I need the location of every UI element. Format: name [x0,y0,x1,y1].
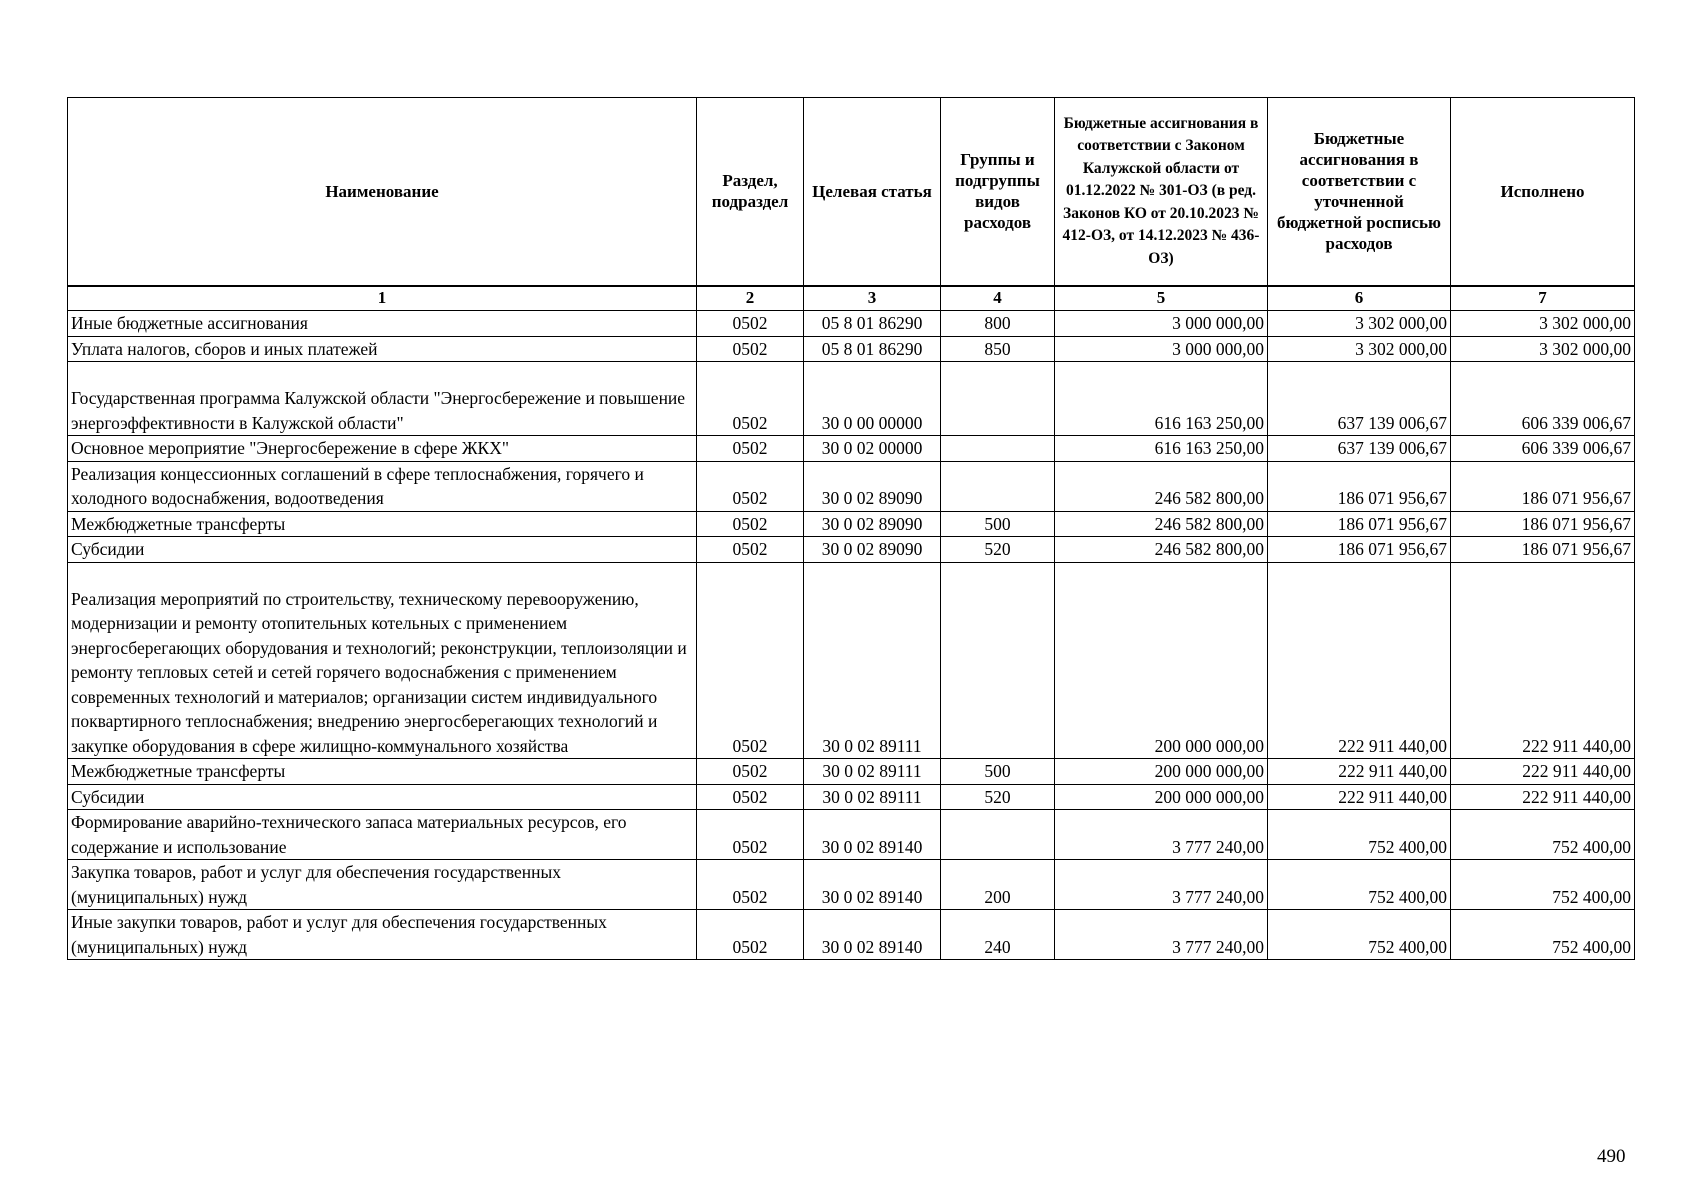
cell-budget-refined: 752 400,00 [1268,810,1451,860]
cell-budget-refined: 222 911 440,00 [1268,759,1451,785]
cell-section: 0502 [697,562,804,759]
cell-budget-refined: 752 400,00 [1268,910,1451,960]
column-number: 7 [1451,286,1635,311]
cell-target-article: 30 0 02 89140 [804,810,941,860]
cell-name: Реализация мероприятий по строительству, техническому перевооружению, модернизации и ремонту отопительных котельных с применением энергосберегающих оборудования и технологий; реконструкции, теплоизоляции и ремонту тепловых сетей и сетей горячего водоснабжения с применением современных технологий и материалов; организации систем индивидуального поквартирного теплоснабжения; внедрению энергосберегающих технологий и закупке оборудования в сфере жилищно-коммунального хозяйства [68,562,697,759]
cell-executed: 752 400,00 [1451,910,1635,960]
cell-name: Субсидии [68,537,697,563]
cell-executed: 3 302 000,00 [1451,311,1635,337]
cell-expense-group: 240 [941,910,1055,960]
cell-name: Закупка товаров, работ и услуг для обеспечения государственных (муниципальных) нужд [68,860,697,910]
cell-expense-group: 850 [941,336,1055,362]
header-expense-groups: Группы и подгруппы видов расходов [941,98,1055,286]
cell-expense-group: 500 [941,511,1055,537]
cell-executed: 3 302 000,00 [1451,336,1635,362]
cell-section: 0502 [697,910,804,960]
cell-target-article: 30 0 02 89111 [804,784,941,810]
cell-budget-law: 3 000 000,00 [1055,311,1268,337]
cell-expense-group [941,362,1055,436]
cell-target-article: 05 8 01 86290 [804,336,941,362]
cell-target-article: 30 0 02 89111 [804,759,941,785]
column-number: 2 [697,286,804,311]
column-number: 6 [1268,286,1451,311]
cell-section: 0502 [697,362,804,436]
cell-budget-refined: 186 071 956,67 [1268,537,1451,563]
cell-expense-group [941,436,1055,462]
cell-name: Межбюджетные трансферты [68,759,697,785]
table-row [68,362,1635,436]
header-executed: Исполнено [1451,98,1635,286]
table-row [68,311,1635,337]
cell-budget-refined: 222 911 440,00 [1268,562,1451,759]
cell-executed: 222 911 440,00 [1451,759,1635,785]
cell-budget-law: 616 163 250,00 [1055,436,1268,462]
column-number: 4 [941,286,1055,311]
cell-name: Субсидии [68,784,697,810]
cell-target-article: 30 0 02 89090 [804,461,941,511]
table-body [68,311,1635,960]
cell-budget-law: 3 777 240,00 [1055,860,1268,910]
cell-expense-group: 800 [941,311,1055,337]
cell-section: 0502 [697,784,804,810]
page-number: 490 [1597,1146,1626,1167]
cell-expense-group: 520 [941,784,1055,810]
header-section: Раздел, подраздел [697,98,804,286]
header-budget-law: Бюджетные ассигнования в соответствии с Законом Калужской области от 01.12.2022 № 301-ОЗ (в ред. Законов КО от 20.10.2023 № 412-ОЗ, от 14.12.2023 № 436-ОЗ) [1055,98,1268,286]
cell-budget-refined: 186 071 956,67 [1268,461,1451,511]
cell-expense-group [941,461,1055,511]
cell-section: 0502 [697,461,804,511]
budget-table [67,97,1635,960]
cell-executed: 186 071 956,67 [1451,537,1635,563]
cell-budget-refined: 186 071 956,67 [1268,511,1451,537]
header-name: Наименование [68,98,697,286]
table-row [68,784,1635,810]
cell-target-article: 30 0 02 89090 [804,537,941,563]
cell-target-article: 30 0 02 89111 [804,562,941,759]
cell-executed: 752 400,00 [1451,810,1635,860]
cell-budget-law: 200 000 000,00 [1055,759,1268,785]
cell-executed: 222 911 440,00 [1451,562,1635,759]
cell-budget-refined: 637 139 006,67 [1268,436,1451,462]
cell-budget-law: 200 000 000,00 [1055,562,1268,759]
table-row [68,562,1635,759]
table-row [68,810,1635,860]
header-target-article: Целевая статья [804,98,941,286]
cell-name: Государственная программа Калужской области "Энергосбережение и повышение энергоэффективности в Калужской области" [68,362,697,436]
cell-budget-refined: 3 302 000,00 [1268,336,1451,362]
cell-expense-group [941,810,1055,860]
cell-name: Уплата налогов, сборов и иных платежей [68,336,697,362]
table-row [68,759,1635,785]
cell-budget-refined: 637 139 006,67 [1268,362,1451,436]
cell-budget-law: 200 000 000,00 [1055,784,1268,810]
cell-executed: 606 339 006,67 [1451,362,1635,436]
table-row [68,537,1635,563]
table-row [68,336,1635,362]
cell-section: 0502 [697,511,804,537]
table-row [68,511,1635,537]
cell-target-article: 05 8 01 86290 [804,311,941,337]
table-row [68,860,1635,910]
cell-name: Формирование аварийно-технического запаса материальных ресурсов, его содержание и использование [68,810,697,860]
column-number: 5 [1055,286,1268,311]
cell-target-article: 30 0 02 89090 [804,511,941,537]
table-row [68,461,1635,511]
cell-budget-law: 3 777 240,00 [1055,910,1268,960]
cell-name: Основное мероприятие "Энергосбережение в сфере ЖКХ" [68,436,697,462]
cell-budget-law: 3 000 000,00 [1055,336,1268,362]
cell-section: 0502 [697,860,804,910]
header-budget-refined: Бюджетные ассигнования в соответствии с уточненной бюджетной росписью расходов [1268,98,1451,286]
cell-expense-group: 200 [941,860,1055,910]
cell-budget-law: 246 582 800,00 [1055,511,1268,537]
cell-executed: 186 071 956,67 [1451,511,1635,537]
cell-budget-law: 616 163 250,00 [1055,362,1268,436]
cell-section: 0502 [697,336,804,362]
cell-section: 0502 [697,436,804,462]
cell-budget-law: 246 582 800,00 [1055,461,1268,511]
cell-budget-refined: 222 911 440,00 [1268,784,1451,810]
column-number-row [68,286,1635,311]
cell-expense-group: 500 [941,759,1055,785]
cell-section: 0502 [697,759,804,785]
cell-target-article: 30 0 02 89140 [804,910,941,960]
cell-name: Реализация концессионных соглашений в сфере теплоснабжения, горячего и холодного водоснабжения, водоотведения [68,461,697,511]
cell-target-article: 30 0 00 00000 [804,362,941,436]
cell-name: Межбюджетные трансферты [68,511,697,537]
cell-expense-group: 520 [941,537,1055,563]
cell-budget-refined: 3 302 000,00 [1268,311,1451,337]
cell-name: Иные бюджетные ассигнования [68,311,697,337]
cell-expense-group [941,562,1055,759]
cell-target-article: 30 0 02 89140 [804,860,941,910]
cell-budget-law: 246 582 800,00 [1055,537,1268,563]
cell-section: 0502 [697,810,804,860]
column-number: 3 [804,286,941,311]
cell-budget-law: 3 777 240,00 [1055,810,1268,860]
cell-executed: 222 911 440,00 [1451,784,1635,810]
header-row [68,98,1635,286]
cell-section: 0502 [697,311,804,337]
table-row [68,436,1635,462]
cell-executed: 186 071 956,67 [1451,461,1635,511]
cell-section: 0502 [697,537,804,563]
table-row [68,910,1635,960]
cell-executed: 752 400,00 [1451,860,1635,910]
cell-budget-refined: 752 400,00 [1268,860,1451,910]
column-number: 1 [68,286,697,311]
cell-target-article: 30 0 02 00000 [804,436,941,462]
cell-name: Иные закупки товаров, работ и услуг для обеспечения государственных (муниципальных) нужд [68,910,697,960]
cell-executed: 606 339 006,67 [1451,436,1635,462]
